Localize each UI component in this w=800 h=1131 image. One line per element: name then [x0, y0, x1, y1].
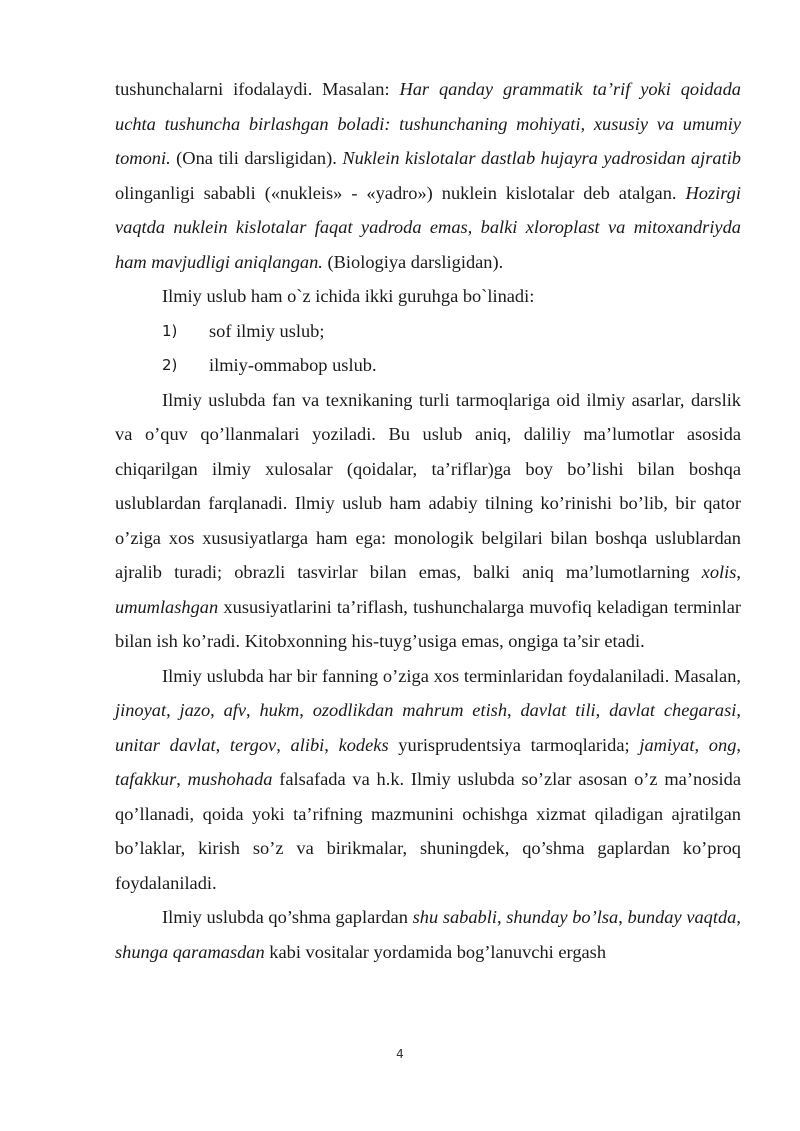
text-run: falsafada va h.k. Ilmiy uslubda so’zlar asosan o’z ma’nosida qo’llanadi, qoida yoki ta’rifning mazmunini ochishga xizmat qiladigan ajratilgan bo’laklar, kirish so’z va birikmalar, shuningdek, qo’shma gaplardan ko’proq foydalaniladi.	[115, 769, 741, 893]
italic-text: jinoyat	[115, 700, 167, 720]
text-run: ,	[210, 700, 224, 720]
text-block-intro	[115, 72, 741, 314]
text-run: tushunchalarni ifodalaydi. Masalan:	[115, 79, 400, 99]
italic-text: shunga qaramasdan	[115, 941, 265, 962]
paragraph	[115, 72, 741, 279]
text-run: olinganligi sababli («nukleis» - «yadro») nuklein kislotalar deb atalgan.	[115, 182, 686, 203]
paragraph	[115, 659, 741, 901]
italic-text: kodeks	[338, 734, 389, 755]
document-page	[115, 72, 741, 969]
italic-text: shunday bo’lsa	[506, 907, 619, 927]
list-item	[115, 348, 741, 383]
text-run: ,	[299, 700, 313, 720]
text-run: Ilmiy uslubda qo’shma gaplardan	[162, 907, 413, 927]
text-block-body	[115, 383, 741, 970]
text-run: ,	[324, 734, 339, 755]
italic-text: ozodlikdan mahrum etish	[312, 700, 508, 720]
italic-text: mushohada	[187, 769, 273, 789]
text-run: yurisprudentsiya tarmoqlarida;	[388, 734, 640, 755]
text-run: Ilmiy uslubda fan va texnikaning turli tarmoqlariga oid ilmiy asarlar, darslik va o’quv qo’llanmalari yoziladi. Bu uslub aniq, daliliy ma’lumotlar asosida chiqarilgan ilmiy xulosalar (qoidalar, ta’riflar)ga boy bo’lishi bilan boshqa uslublardan farqlanadi. Ilmiy uslub ham adabiy tilning ko’rinishi bo’lib, bir qator o’ziga xos xususiyatlarga ham ega: monologik belgilari bilan boshqa uslublardan ajralib turadi; obrazli tasvirlar bilan emas, balki aniq ma’lumotlarning	[115, 389, 741, 582]
text-run: (Biologiya darsligidan).	[322, 251, 504, 272]
list-number: 1)	[162, 321, 178, 340]
text-run: (Ona tili darsligidan).	[170, 148, 343, 168]
paragraph	[115, 383, 741, 659]
italic-text: afv	[223, 700, 247, 720]
text-run: ,	[507, 700, 521, 720]
text-run: ,	[246, 700, 260, 720]
italic-text: jamiyat	[639, 734, 695, 755]
italic-text: Har qanday grammatik ta’rif yoki qoidada uchta tushuncha birlashgan boladi: tushunchaning mohiyati, xususiy va umumiy tomoni.	[115, 79, 741, 168]
list-item	[115, 314, 741, 349]
italic-text: tergov	[229, 734, 277, 755]
italic-text: davlat tili	[520, 700, 596, 720]
numbered-list	[115, 314, 741, 383]
text-run: ,	[166, 700, 180, 720]
text-run: ,	[595, 700, 610, 720]
italic-text: jazo	[179, 700, 211, 720]
text-run: ,	[736, 734, 741, 755]
italic-text: alibi	[290, 734, 325, 755]
text-run: Ilmiy uslubda har bir fanning o’ziga xos terminlaridan foydalaniladi. Masalan,	[162, 665, 741, 686]
text-run: ,	[736, 907, 741, 927]
italic-text: hukm	[259, 700, 300, 720]
list-number: 2)	[162, 356, 178, 374]
text-run: ,	[496, 907, 507, 927]
text-run: ,	[736, 700, 741, 720]
list-text: sof ilmiy uslub;	[209, 320, 325, 341]
text-run: xususiyatlarini ta’riflash, tushunchalarga muvofiq keladigan terminlar bilan ish ko’radi. Kitobxonning his-tuyg’usiga emas, ongiga ta’sir etadi.	[115, 596, 741, 651]
italic-text: bunday vaqtda	[627, 907, 737, 927]
italic-text: davlat chegarasi	[609, 700, 737, 720]
italic-text: xolis	[701, 562, 737, 582]
text-run: ,	[276, 734, 291, 755]
italic-text: tafakkur	[115, 769, 177, 789]
paragraph	[115, 279, 741, 314]
text-run: ,	[736, 562, 741, 582]
italic-text: umumlashgan	[115, 596, 219, 617]
text-run: Ilmiy uslub ham o`z ichida ikki guruhga bo`linadi:	[162, 286, 535, 306]
text-run: ,	[618, 907, 628, 927]
text-run: ,	[176, 769, 188, 789]
italic-text: shu sababli	[412, 907, 497, 927]
text-run: kabi vositalar yordamida bog’lanuvchi ergash	[264, 941, 607, 962]
italic-text: Nuklein kislotalar dastlab hujayra yadrosidan ajratib	[342, 148, 741, 168]
page-number: 4	[396, 1047, 404, 1061]
text-run: ,	[215, 734, 230, 755]
text-run: ,	[694, 734, 709, 755]
italic-text: unitar davlat	[115, 734, 216, 755]
paragraph	[115, 900, 741, 969]
italic-text: ong	[708, 734, 737, 755]
italic-text: Hozirgi vaqtda nuklein kislotalar faqat yadroda emas, balki xloroplast va mitoxandriyda ham mavjudligi aniqlangan.	[115, 182, 741, 272]
list-text: ilmiy-ommabop uslub.	[209, 355, 377, 375]
